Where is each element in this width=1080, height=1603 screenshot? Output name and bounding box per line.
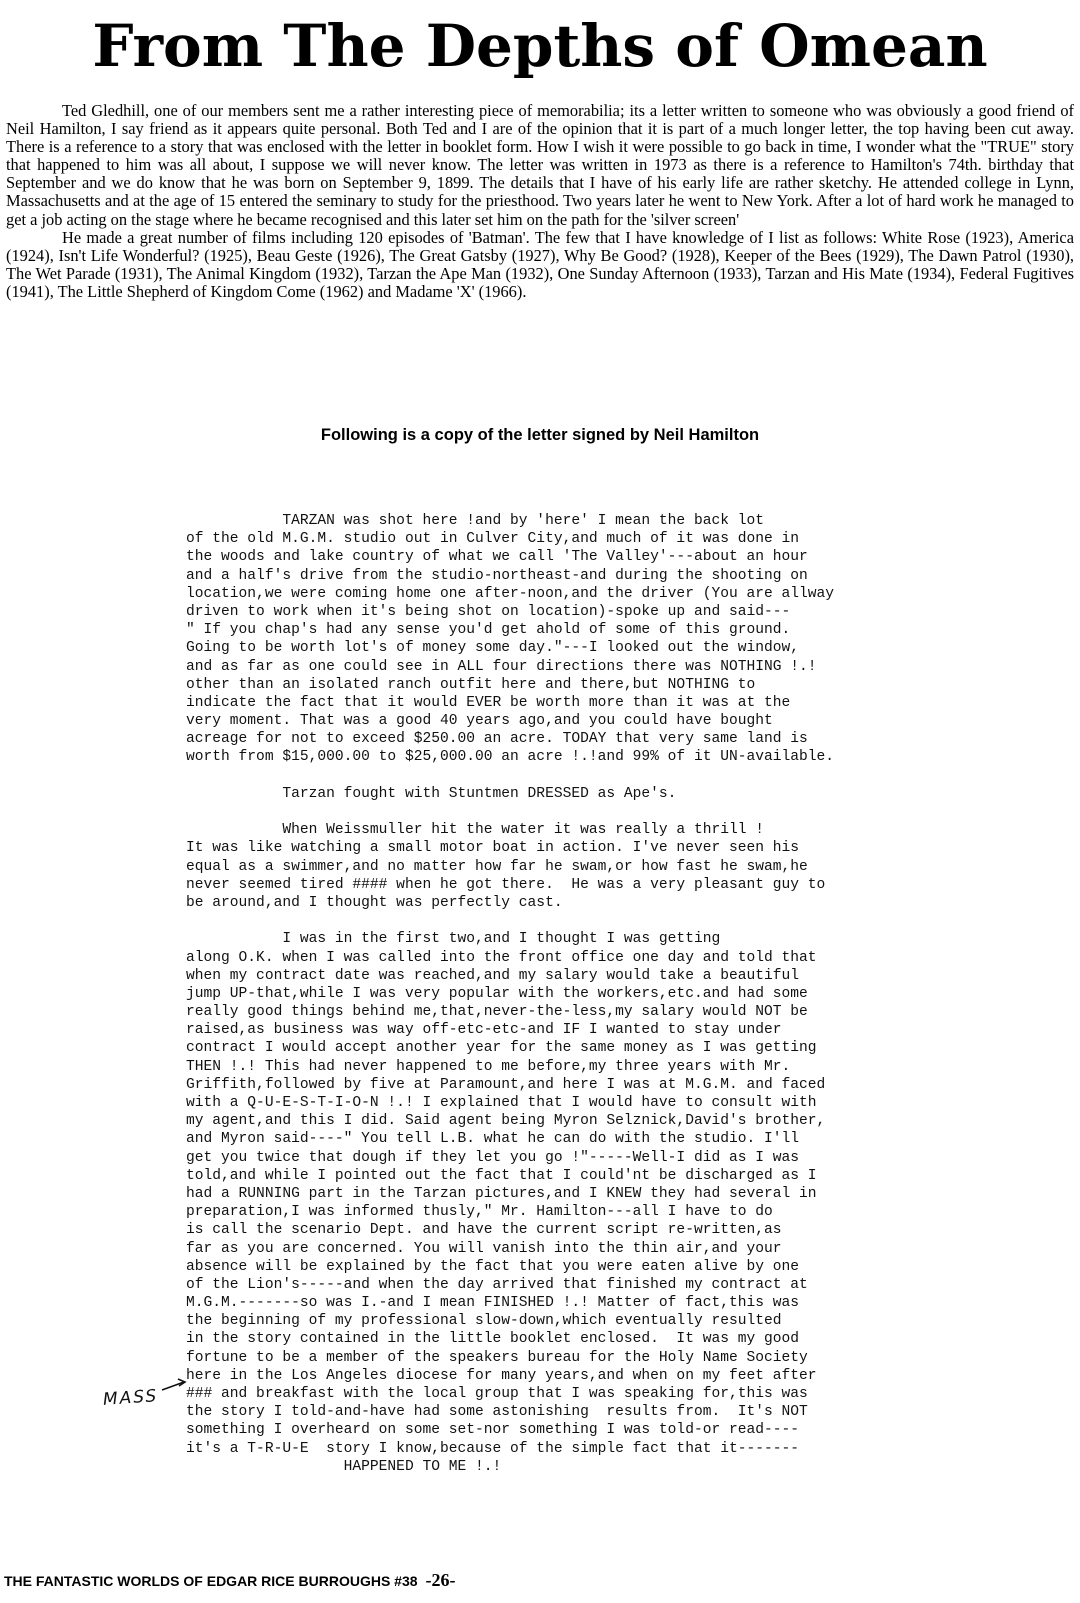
letter-line: is call the scenario Dept. and have the current script re-written,as (186, 1222, 782, 1239)
page-number: -26- (425, 1570, 456, 1590)
letter-line: the woods and lake country of what we call 'The Valley'---about an hour (186, 549, 808, 566)
letter-line: get you twice that dough if they let you go !"-----Well-I did as I was (186, 1149, 800, 1166)
letter-line: ### and breakfast with the local group that I was speaking for,this was (186, 1386, 808, 1402)
typewritten-letter (186, 512, 1080, 1476)
letter-line: very moment. That was a good 40 years ago,and you could have bought (186, 713, 773, 730)
letter-line: acreage for not to exceed $250.00 an acre. TODAY that very same land is (186, 731, 808, 748)
letter-line: " If you chap's had any sense you'd get ahold of some of this ground. (186, 622, 791, 639)
letter-line: the beginning of my professional slow-down,which eventually resulted (186, 1313, 782, 1330)
letter-line: and Myron said----" You tell L.B. what he can do with the studio. I'll (186, 1131, 800, 1148)
letter-line: absence will be explained by the fact that you were eaten alive by one (186, 1258, 800, 1275)
letter-line: TARZAN was shot here !and by 'here' I mean the back lot (186, 513, 765, 529)
letter-line: It was like watching a small motor boat in action. I've never seen his (186, 840, 800, 857)
letter-line: here in the Los Angeles diocese for many years,and when on my feet after (186, 1367, 817, 1384)
letter-line: told,and while I pointed out the fact that I could'nt be discharged as I (186, 1167, 817, 1184)
handwritten-arrow-icon (160, 1376, 190, 1396)
letter-line: driven to work when it's being shot on location)-spoke up and said--- (186, 603, 791, 620)
letter-line: other than an isolated ranch outfit here and there,but NOTHING to (186, 676, 756, 693)
footer-magazine-title: THE FANTASTIC WORLDS OF EDGAR RICE BURROUGHS #38 (4, 1573, 418, 1589)
intro-paragraph-1: Ted Gledhill, one of our members sent me a rather interesting piece of memorabilia; its a letter written to someone who was obviously a good friend of Neil Hamilton, I say friend as it appears quite personal. Both Ted and I are of the opinion that it is part of a much longer letter, the top having been cut away. There is a reference to a story that was enclosed with the letter in booklet form. How I wish it were possible to go back in time, I wonder what the "TRUE" story that happened to him was all about, I suppose we will never know. The letter was written in 1973 as there is a reference to Hamilton's 74th. birthday that September and we do know that he was born on September 9, 1899. The details that I have of his early life are rather sketchy. He attended college in Lynn, Massachusetts and at the age of 15 entered the seminary to study for the priesthood. Two years later he went to New York. After a lot of hard work he managed to get a job acting on the stage where he became recognised and this later set him on the path for the 'silver screen' (6, 101, 1074, 229)
letter-blank-line (186, 912, 1080, 930)
letter-heading: Following is a copy of the letter signed by Neil Hamilton (320, 426, 760, 444)
letter-line: when my contract date was reached,and my salary would take a beautiful (186, 967, 800, 984)
letter-line: location,we were coming home one after-noon,and the driver (You are allway (186, 585, 835, 602)
letter-line: had a RUNNING part in the Tarzan pictures,and I KNEW they had several in (186, 1185, 817, 1202)
letter-line: Tarzan fought with Stuntmen DRESSED as Ape's. (186, 785, 677, 802)
letter-line: along O.K. when I was called into the front office one day and told that (186, 949, 817, 966)
letter-line: I was in the first two,and I thought I was getting (186, 931, 721, 948)
letter-blank-line (186, 803, 1080, 821)
letter-line: Going to be worth lot's of money some day."---I looked out the window, (186, 640, 800, 657)
letter-line: indicate the fact that it would EVER be worth more than it was at the (186, 694, 791, 711)
handwritten-margin-note: MASS (102, 1386, 159, 1410)
letter-line: it's a T-R-U-E story I know,because of the simple fact that it------- (186, 1440, 800, 1457)
letter-line: and a half's drive from the studio-northeast-and during the shooting on (186, 567, 808, 584)
letter-line: far as you are concerned. You will vanish into the thin air,and your (186, 1240, 782, 1257)
letter-blank-line (186, 767, 1080, 785)
letter-line: never seemed tired #### when he got there. He was a very pleasant guy to (186, 876, 826, 893)
letter-line: M.G.M.-------so was I.-and I mean FINISHED !.! Matter of fact,this was (186, 1295, 800, 1312)
letter-line: be around,and I thought was perfectly cast. (186, 894, 563, 911)
letter-line: contract I would accept another year for the same money as I was getting (186, 1040, 817, 1057)
letter-line: in the story contained in the little booklet enclosed. It was my good (186, 1331, 800, 1348)
letter-line: THEN !.! This had never happened to me before,my three years with Mr. (186, 1058, 791, 1075)
letter-line: my agent,and this I did. Said agent being Myron Selznick,David's brother, (186, 1113, 826, 1130)
letter-line: and as far as one could see in ALL four directions there was NOTHING !.! (186, 658, 817, 675)
page-footer (4, 1570, 456, 1591)
page-title: From The Depths of Omean (92, 12, 988, 80)
letter-line: jump UP-that,while I was very popular with the workers,etc.and had some (186, 985, 808, 1002)
letter-line: preparation,I was informed thusly," Mr. Hamilton---all I have to do (186, 1204, 773, 1221)
letter-line: HAPPENED TO ME !.! (186, 1458, 502, 1475)
letter-line: fortune to be a member of the speakers bureau for the Holy Name Society (186, 1349, 808, 1366)
letter-line: of the Lion's-----and when the day arrived that finished my contract at (186, 1276, 808, 1293)
letter-line: of the old M.G.M. studio out in Culver City,and much of it was done in (186, 531, 800, 548)
intro-paragraph-2: He made a great number of films including 120 episodes of 'Batman'. The few that I have knowledge of I list as follows: White Rose (1923), America (1924), Isn't Life Wonderful? (1925), Beau Geste (1926), The Great Gatsby (1927), Why Be Good? (1928), Keeper of the Bees (1929), The Dawn Patrol (1930), The Wet Parade (1931), The Animal Kingdom (1932), Tarzan the Ape Man (1932), One Sunday Afternoon (1933), Tarzan and His Mate (1934), Federal Fugitives (1941), The Little Shepherd of Kingdom Come (1962) and Madame 'X' (1966). (6, 227, 1074, 301)
letter-line: worth from $15,000.00 to $25,000.00 an acre !.!and 99% of it UN-available. (186, 749, 835, 766)
letter-line: with a Q-U-E-S-T-I-O-N !.! I explained that I would have to consult with (186, 1095, 817, 1111)
letter-line: the story I told-and-have had some astonishing results from. It's NOT (186, 1404, 808, 1421)
letter-line: equal as a swimmer,and no matter how far he swam,or how fast he swam,he (186, 858, 808, 875)
letter-line: When Weissmuller hit the water it was really a thrill ! (186, 822, 765, 839)
intro-text (6, 102, 1074, 301)
letter-line: raised,as business was way off-etc-etc-and IF I wanted to stay under (186, 1022, 782, 1039)
letter-line: something I overheard on some set-nor something I was told-or read---- (186, 1422, 800, 1439)
letter-line: really good things behind me,that,never-the-less,my salary would NOT be (186, 1004, 808, 1021)
letter-line: Griffith,followed by five at Paramount,and here I was at M.G.M. and faced (186, 1076, 826, 1093)
